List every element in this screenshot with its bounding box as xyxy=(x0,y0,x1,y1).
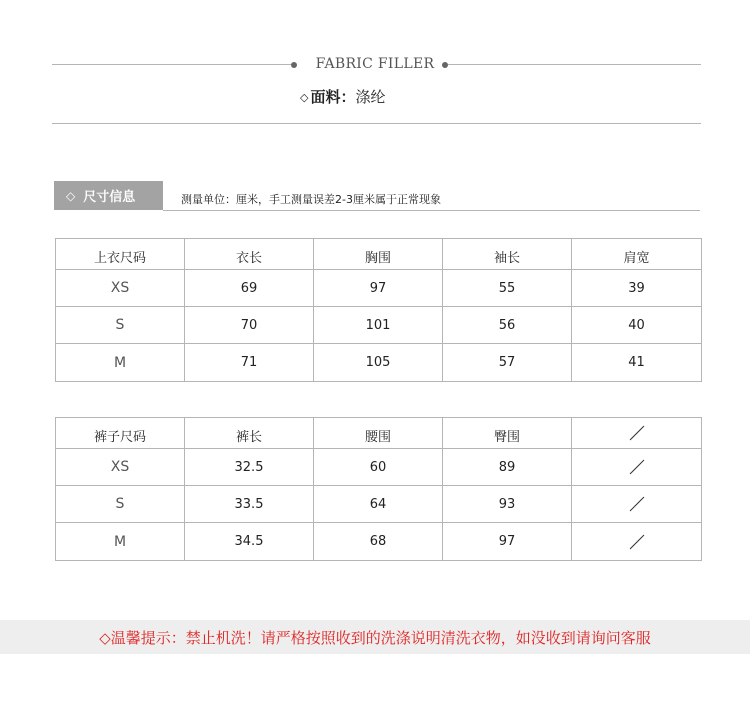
table-row xyxy=(56,486,702,523)
value-cell: 32.5 xyxy=(185,449,314,486)
badge-label: 尺寸信息 xyxy=(83,190,136,205)
header-cell: 裤长 xyxy=(185,418,314,449)
empty-cell xyxy=(572,449,702,486)
value-cell: 69 xyxy=(185,270,314,307)
table-row xyxy=(56,344,702,382)
value-cell: 89 xyxy=(443,449,572,486)
value-cell: 70 xyxy=(185,307,314,344)
measurement-note: 测量单位：厘米，手工测量误差2-3厘米属于正常现象 xyxy=(181,193,441,206)
fabric-label: 面料： xyxy=(310,88,356,106)
value-cell: 105 xyxy=(314,344,443,382)
value-cell: 34.5 xyxy=(185,523,314,561)
empty-cell xyxy=(572,523,702,561)
tops-size-table xyxy=(55,238,702,382)
value-cell: 64 xyxy=(314,486,443,523)
value-cell: 57 xyxy=(443,344,572,382)
value-cell: 33.5 xyxy=(185,486,314,523)
size-info-badge xyxy=(54,181,163,210)
slash-icon xyxy=(628,458,646,476)
pants-size-table xyxy=(55,417,702,561)
empty-cell xyxy=(572,418,702,449)
value-cell: 101 xyxy=(314,307,443,344)
table-row xyxy=(56,523,702,561)
table-header-row xyxy=(56,418,702,449)
header-cell: 腰围 xyxy=(314,418,443,449)
value-cell: 71 xyxy=(185,344,314,382)
value-cell: 55 xyxy=(443,270,572,307)
header-cell: 衣长 xyxy=(185,239,314,270)
value-cell: 56 xyxy=(443,307,572,344)
table-row xyxy=(56,307,702,344)
fabric-info xyxy=(300,86,386,107)
warm-notice xyxy=(0,620,750,654)
value-cell: 97 xyxy=(443,523,572,561)
value-cell: 40 xyxy=(572,307,702,344)
value-cell: 41 xyxy=(572,344,702,382)
notice-text: ◇温馨提示：禁止机洗！请严格按照收到的洗涤说明清洗衣物，如没收到请询问客服 xyxy=(99,628,651,647)
value-cell: 68 xyxy=(314,523,443,561)
size-cell: M xyxy=(56,523,185,561)
value-cell: 97 xyxy=(314,270,443,307)
header-cell: 胸围 xyxy=(314,239,443,270)
header-cell: 袖长 xyxy=(443,239,572,270)
fabric-heading: FABRIC FILLER xyxy=(315,56,435,72)
table-row xyxy=(56,449,702,486)
table-header-row xyxy=(56,239,702,270)
slash-icon xyxy=(628,424,646,442)
size-cell: XS xyxy=(56,270,185,307)
fabric-divider xyxy=(52,123,701,124)
size-cell: S xyxy=(56,307,185,344)
value-cell: 93 xyxy=(443,486,572,523)
header-cell: 肩宽 xyxy=(572,239,702,270)
table-row xyxy=(56,270,702,307)
fabric-value: 涤纶 xyxy=(355,88,386,106)
size-info-underline xyxy=(163,210,700,211)
size-cell: XS xyxy=(56,449,185,486)
header-cell: 上衣尺码 xyxy=(56,239,185,270)
size-cell: S xyxy=(56,486,185,523)
value-cell: 39 xyxy=(572,270,702,307)
header-cell: 裤子尺码 xyxy=(56,418,185,449)
fabric-dot-left xyxy=(291,62,297,68)
fabric-line-right xyxy=(448,64,701,65)
header-cell: 臀围 xyxy=(443,418,572,449)
slash-icon xyxy=(628,533,646,551)
badge-diamond-icon: ◇ xyxy=(66,188,76,203)
slash-icon xyxy=(628,495,646,513)
value-cell: 60 xyxy=(314,449,443,486)
size-cell: M xyxy=(56,344,185,382)
fabric-diamond-icon: ◇ xyxy=(300,91,309,104)
fabric-dot-right xyxy=(442,62,448,68)
fabric-line-left xyxy=(52,64,292,65)
empty-cell xyxy=(572,486,702,523)
